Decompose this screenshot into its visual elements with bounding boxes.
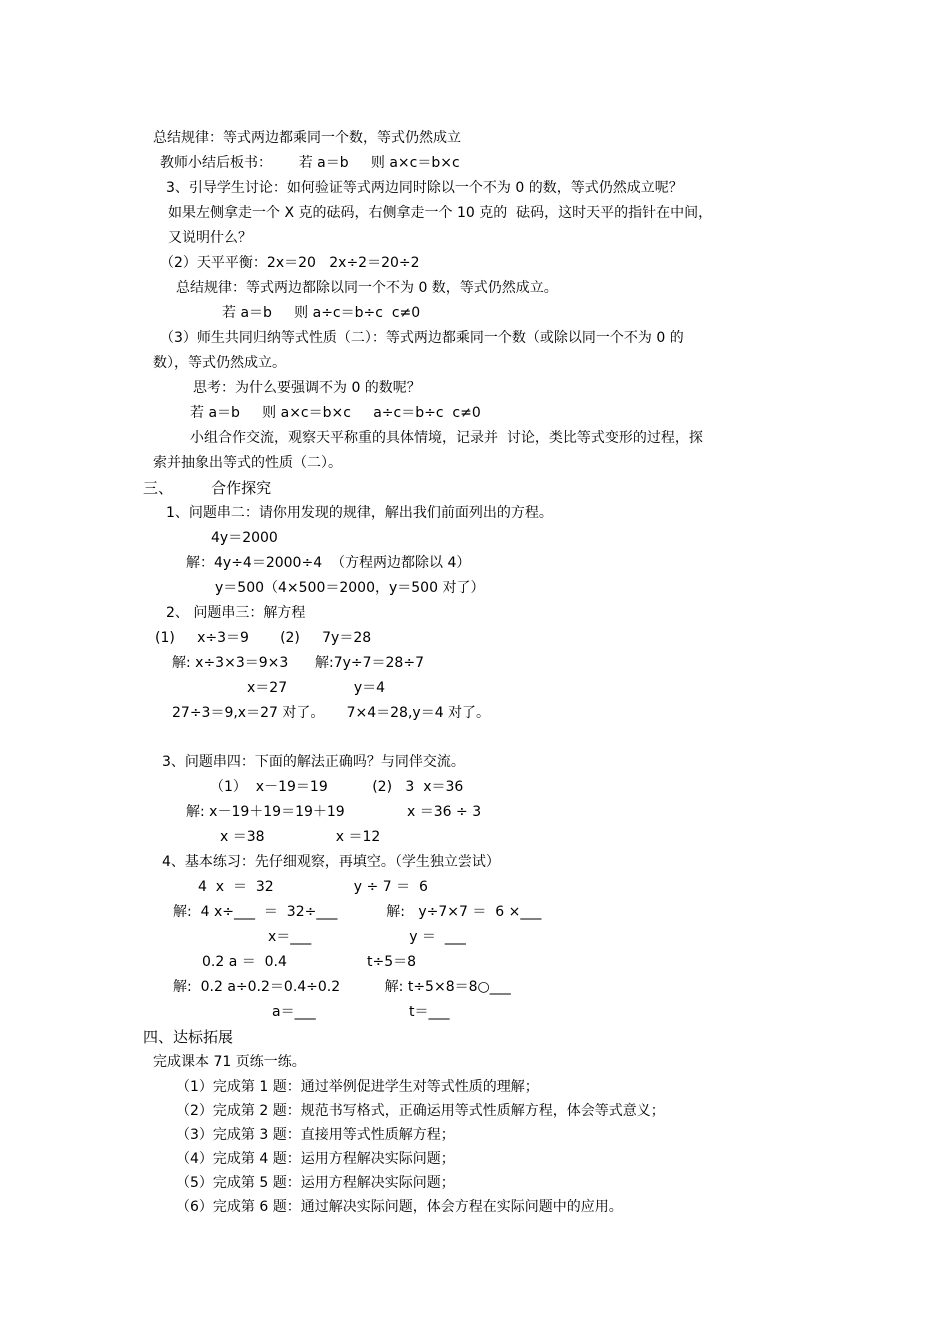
text-line-rule-both: 若 a＝b 则 a×c＝b×c a÷c＝b÷c c≠0 (190, 405, 481, 421)
equation-pair-4: 0.2 a ＝ 0.4 t÷5＝8 (202, 954, 417, 970)
text-line-property-2-cont: 数），等式仍然成立。 (153, 355, 286, 371)
text-line-what-means: 又说明什么？ (168, 230, 252, 246)
list-item: （1）完成第 1 题：通过举例促进学生对等式性质的理解； (176, 1079, 539, 1095)
equation-pair-1-check: 27÷3＝9,x＝27 对了。 7×4＝28,y＝4 对了。 (172, 705, 491, 721)
text-line-teacher-board: 教师小结后板书： 若 a＝b 则 a×c＝b×c (160, 155, 460, 171)
equation-4y-check: y＝500（4×500＝2000，y＝500 对了） (215, 580, 485, 596)
text-line-question-3: 2、 问题串三：解方程 (166, 605, 306, 621)
equation-pair-1-step: 解: x÷3×3＝9×3 解:7y÷7＝28÷7 (172, 655, 424, 671)
text-line-group-work: 小组合作交流，观察天平称重的具体情境，记录并 讨论，类比等式变形的过程，探 (190, 430, 703, 446)
text-line-group-work-cont: 索并抽象出等式的性质（二）。 (153, 455, 342, 471)
equation-pair-3-step: 解: 4 x÷___ ＝ 32÷___ 解: y÷7×7 ＝ 6 ×___ (173, 904, 542, 920)
equation-4y: 4y＝2000 (211, 530, 278, 546)
text-line-question-2: 1、问题串二：请你用发现的规律，解出我们前面列出的方程。 (166, 505, 553, 521)
text-line-question-4: 3、问题串四：下面的解法正确吗？与同伴交流。 (162, 754, 465, 770)
list-item: （2）完成第 2 题：规范书写格式，正确运用等式性质解方程，体会等式意义； (176, 1103, 665, 1119)
text-line-think: 思考：为什么要强调不为 0 的数呢？ (193, 380, 421, 396)
equation-pair-3-result: x＝___ y ＝ ___ (268, 929, 466, 945)
equation-4y-solution: 解：4y÷4＝2000÷4 （方程两边都除以 4） (186, 555, 471, 571)
text-line-balance-question: 如果左侧拿走一个 X 克的砝码，右侧拿走一个 10 克的 砝码，这时天平的指针在中间， (168, 205, 713, 221)
text-line-property-2: （3）师生共同归纳等式性质（二）：等式两边都乘同一个数（或除以同一个不为 0 的 (160, 330, 684, 346)
text-line-textbook: 完成课本 71 页练一练。 (153, 1054, 306, 1070)
section-heading-cooperate: 三、 合作探究 (143, 479, 272, 497)
text-line-rule-divide: 若 a＝b 则 a÷c＝b÷c c≠0 (222, 305, 421, 321)
equation-pair-1-result: x＝27 y＝4 (247, 680, 386, 696)
list-item: （4）完成第 4 题：运用方程解决实际问题； (176, 1151, 455, 1167)
list-item: （5）完成第 5 题：运用方程解决实际问题； (176, 1175, 455, 1191)
text-line-balance-2: （2）天平平衡：2x＝20 2x÷2＝20÷2 (160, 255, 420, 271)
list-item: （3）完成第 3 题：直接用等式性质解方程； (176, 1127, 455, 1143)
equation-pair-2-step: 解: x－19＋19＝19＋19 x ＝36 ÷ 3 (186, 804, 482, 820)
text-line-summary-multiply: 总结规律：等式两边都乘同一个数，等式仍然成立 (153, 130, 461, 146)
equation-pair-2: （1） x－19＝19 (2) 3 x＝36 (210, 779, 464, 795)
equation-pair-2-result: x ＝38 x ＝12 (220, 829, 381, 845)
text-line-practice: 4、基本练习：先仔细观察，再填空。（学生独立尝试） (162, 854, 500, 870)
section-heading-extension: 四、达标拓展 (143, 1028, 234, 1046)
equation-pair-4-step: 解: 0.2 a÷0.2＝0.4÷0.2 解: t÷5×8＝8○___ (173, 979, 511, 995)
text-line-summary-divide: 总结规律：等式两边都除以同一个不为 0 数，等式仍然成立。 (176, 280, 558, 296)
equation-pair-4-result: a＝___ t＝___ (272, 1004, 450, 1020)
list-item: （6）完成第 6 题：通过解决实际问题，体会方程在实际问题中的应用。 (176, 1199, 623, 1215)
text-line-discussion-3: 3、引导学生讨论：如何验证等式两边同时除以一个不为 0 的数，等式仍然成立呢？ (166, 180, 683, 196)
equation-pair-3: 4 x ＝ 32 y ÷ 7 ＝ 6 (198, 879, 428, 895)
equation-pair-1: (1) x÷3＝9 (2) 7y＝28 (155, 630, 372, 646)
